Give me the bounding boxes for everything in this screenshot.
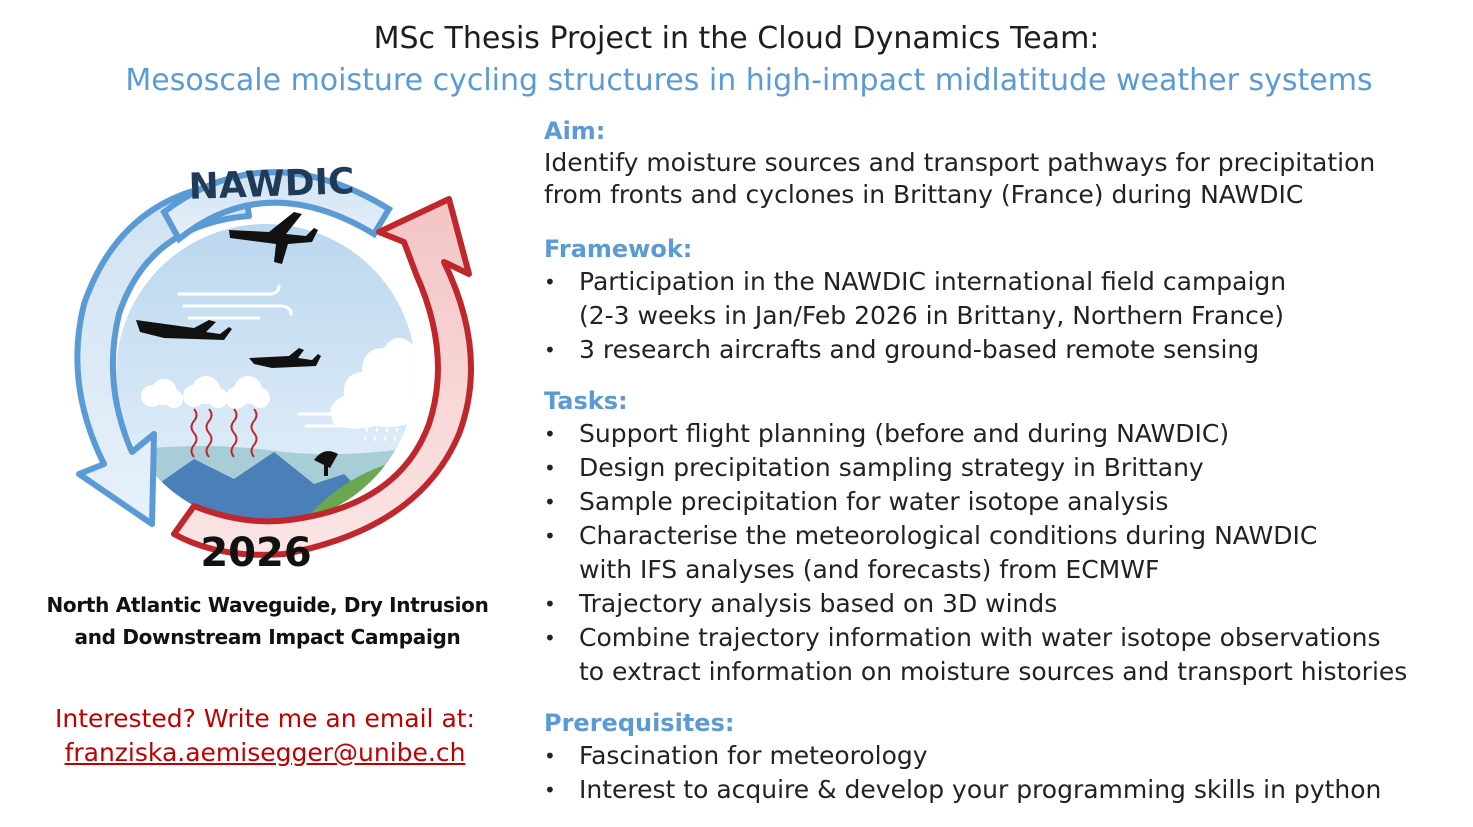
list-item-text: • Characterise the meteorological conditions during NAWDIC bbox=[579, 521, 1318, 550]
logo-title: NAWDIC bbox=[188, 161, 356, 208]
prerequisites-list bbox=[544, 739, 1444, 807]
campaign-name bbox=[20, 589, 515, 653]
contact-text: Interested? Write me an email at: bbox=[55, 704, 475, 733]
list-item bbox=[544, 451, 1444, 485]
page-subtitle: Mesoscale moisture cycling structures in high-impact midlatitude weather systems bbox=[125, 63, 1373, 98]
list-item-text: • Trajectory analysis based on 3D winds bbox=[579, 589, 1058, 618]
list-item-text: • 3 research aircrafts and ground-based remote sensing bbox=[579, 335, 1260, 364]
aim-heading: Aim: bbox=[544, 117, 606, 145]
list-item-text: to extract information on moisture sources and transport histories bbox=[579, 657, 1408, 686]
aim-text-line1: Identify moisture sources and transport pathways for precipitation bbox=[544, 148, 1376, 177]
list-item bbox=[544, 417, 1444, 451]
nawdic-logo bbox=[44, 134, 504, 584]
framework-heading: Framewok: bbox=[544, 235, 693, 263]
list-item-text: • Sample precipitation for water isotope analysis bbox=[579, 487, 1169, 516]
email-link[interactable]: franziska.aemisegger@unibe.ch bbox=[64, 738, 466, 767]
list-item-text: • Interest to acquire & develop your programming skills in python bbox=[579, 775, 1382, 804]
list-item-text: • Fascination for meteorology bbox=[579, 741, 928, 770]
logo-year: 2026 bbox=[200, 530, 312, 576]
contact-block bbox=[30, 702, 500, 770]
list-item-text: • Combine trajectory information with water isotope observations bbox=[579, 623, 1381, 652]
page-title: MSc Thesis Project in the Cloud Dynamics Team: bbox=[373, 21, 1100, 56]
list-item bbox=[544, 621, 1444, 689]
list-item bbox=[544, 485, 1444, 519]
list-item bbox=[544, 265, 1444, 333]
list-item bbox=[544, 519, 1444, 587]
list-item-text: • Participation in the NAWDIC international field campaign bbox=[579, 267, 1287, 296]
list-item bbox=[544, 773, 1444, 807]
campaign-name-line2: and Downstream Impact Campaign bbox=[74, 625, 461, 649]
main-content bbox=[544, 115, 1444, 807]
campaign-name-line1: North Atlantic Waveguide, Dry Intrusion bbox=[46, 593, 489, 617]
list-item-text: (2-3 weeks in Jan/Feb 2026 in Brittany, Northern France) bbox=[579, 301, 1285, 330]
prerequisites-heading: Prerequisites: bbox=[544, 709, 735, 737]
list-item bbox=[544, 587, 1444, 621]
framework-list bbox=[544, 265, 1444, 367]
tasks-list bbox=[544, 417, 1444, 689]
aim-text-line2: from fronts and cyclones in Brittany (France) during NAWDIC bbox=[544, 180, 1304, 209]
list-item-text: with IFS analyses (and forecasts) from ECMWF bbox=[579, 555, 1160, 584]
list-item bbox=[544, 333, 1444, 367]
list-item-text: • Support flight planning (before and during NAWDIC) bbox=[579, 419, 1230, 448]
tasks-heading: Tasks: bbox=[544, 387, 628, 415]
list-item-text: • Design precipitation sampling strategy in Brittany bbox=[579, 453, 1204, 482]
list-item bbox=[544, 739, 1444, 773]
